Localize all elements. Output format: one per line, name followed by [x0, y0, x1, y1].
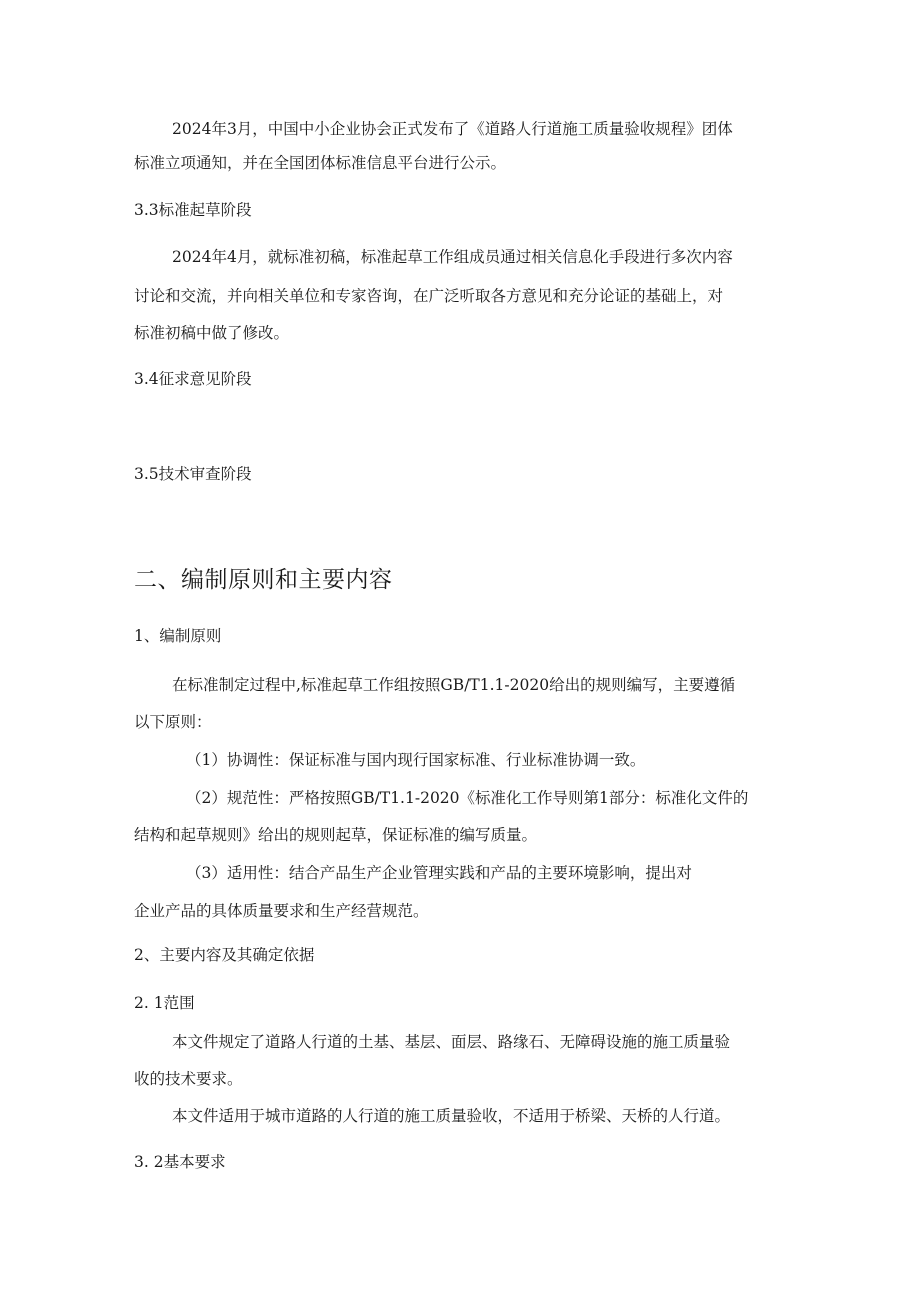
- list-item: （3）适用性：结合产品生产企业管理实践和产品的主要环境影响，提出对: [186, 864, 692, 882]
- paragraph-line: 本文件适用于城市道路的人行道的施工质量验收，不适用于桥梁、天桥的人行道。: [172, 1107, 731, 1125]
- list-item: （1）协调性：保证标准与国内现行国家标准、行业标准协调一致。: [186, 751, 646, 769]
- list-item: （2）规范性：严格按照GB/T1.1-2020《标准化工作导则第1部分：标准化文件的: [186, 789, 749, 807]
- subsection-heading-1: 1、编制原则: [134, 627, 222, 645]
- paragraph-line: 收的技术要求。: [134, 1070, 243, 1088]
- paragraph-line: 在标准制定过程中,标准起草工作组按照GB/T1.1-2020给出的规则编写，主要遵循: [172, 676, 736, 694]
- paragraph-line: 2024年3月，中国中小企业协会正式发布了《道路人行道施工质量验收规程》团体: [172, 120, 733, 138]
- subsection-heading-3-2: 3. 2基本要求: [134, 1153, 226, 1171]
- paragraph-line: 本文件规定了道路人行道的土基、基层、面层、路缘石、无障碍设施的施工质量验: [172, 1033, 731, 1051]
- paragraph-line: 以下原则：: [134, 713, 212, 731]
- list-item-continuation: 结构和起草规则》给出的规则起草，保证标准的编写质量。: [134, 826, 538, 844]
- paragraph-line: 讨论和交流，并向相关单位和专家咨询，在广泛听取各方意见和充分论证的基础上，对: [134, 287, 724, 305]
- subsection-heading-2: 2、主要内容及其确定依据: [134, 946, 315, 964]
- chapter-title: 二、编制原则和主要内容: [134, 567, 393, 593]
- subsection-heading-2-1: 2. 1范围: [134, 994, 195, 1012]
- section-heading-3-3: 3.3标准起草阶段: [134, 201, 252, 219]
- section-heading-3-5: 3.5技术审查阶段: [134, 465, 252, 483]
- paragraph-line: 标准初稿中做了修改。: [134, 324, 290, 342]
- paragraph-line: 标准立项通知，并在全国团体标准信息平台进行公示。: [134, 154, 507, 172]
- list-item-continuation: 企业产品的具体质量要求和生产经营规范。: [134, 902, 429, 920]
- paragraph-line: 2024年4月，就标准初稿，标准起草工作组成员通过相关信息化手段进行多次内容: [172, 248, 733, 266]
- section-heading-3-4: 3.4征求意见阶段: [134, 370, 252, 388]
